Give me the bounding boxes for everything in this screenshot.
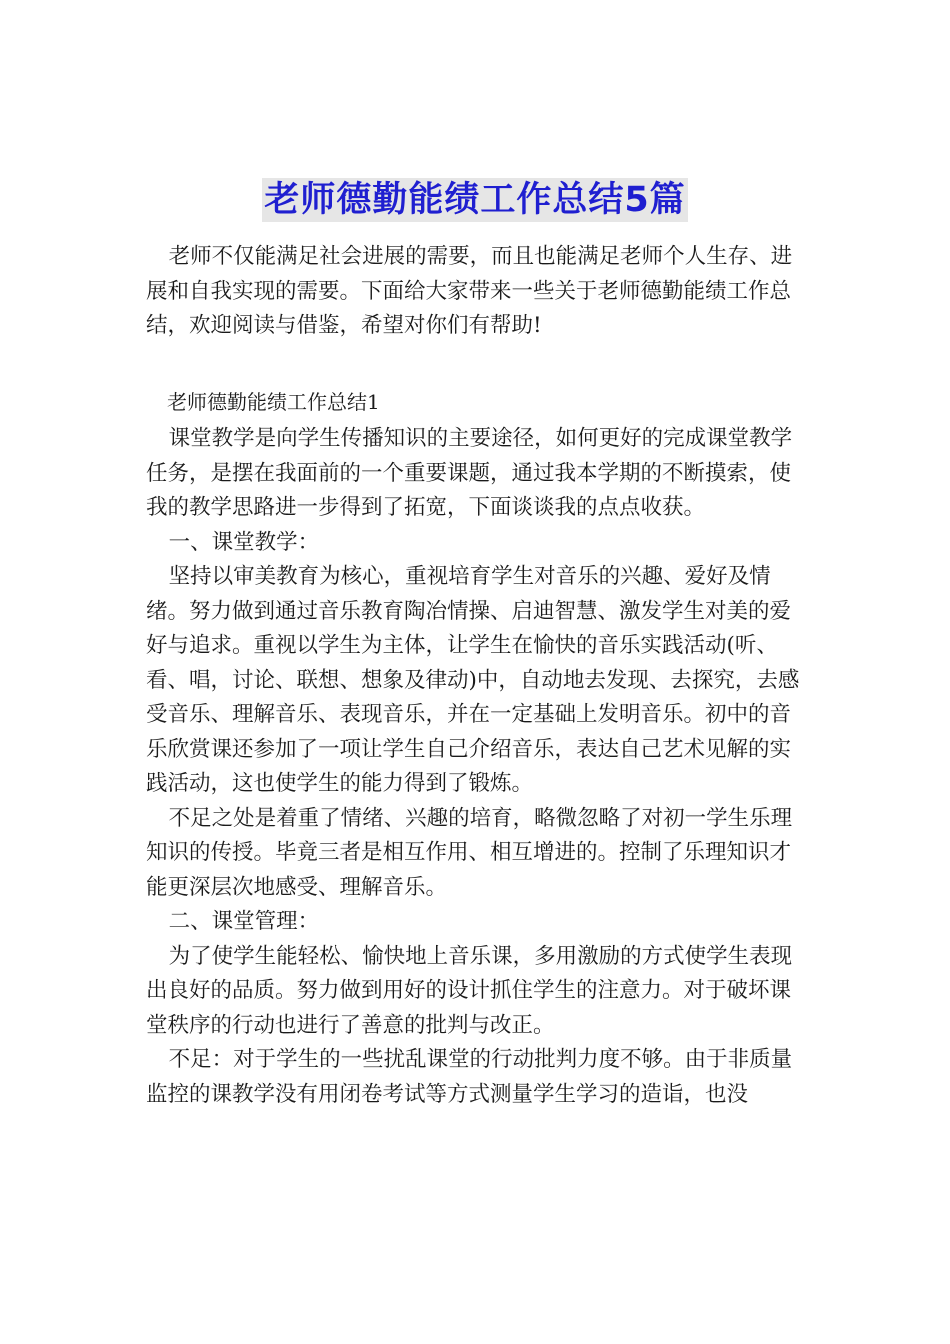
body-paragraph: 课堂教学是向学生传播知识的主要途径，如何更好的完成课堂教学任务，是摆在我面前的一个重要课题，通过我本学期的不断摸索，使我的教学思路进一步得到了拓宽，下面谈谈我的点点收获。 — [146, 426, 793, 520]
body-paragraph: 为了使学生能轻松、愉快地上音乐课，多用激励的方式使学生表现出良好的品质。努力做到用好的设计抓住学生的注意力。对于破坏课堂秩序的行动也进行了善意的批判与改正。 — [146, 943, 793, 1038]
body-paragraph: 不足之处是着重了情绪、兴趣的培育，略微忽略了对初一学生乐理知识的传授。毕竟三者是相互作用、相互增进的。控制了乐理知识才能更深层次地感受、理解音乐。 — [146, 805, 793, 900]
document-title: 老师德勤能绩工作总结5篇 — [264, 180, 686, 220]
body-paragraph: 坚持以审美教育为核心，重视培育学生对音乐的兴趣、爱好及情绪。努力做到通过音乐教育陶冶情操、启迪智慧、激发学生对美的爱好与追求。重视以学生为主体，让学生在愉快的音乐实践活动(听、看、唱，讨论、联想、想象及律动)中，自动地去发现、去探究，去感受音乐、理解音乐、表现音乐，并在一定基础上发明音乐。初中的音乐欣赏课还参加了一项让学生自己介绍音乐，表达自己艺术见解的实践活动，这也使学生的能力得到了锻炼。 — [146, 564, 800, 796]
section-heading: 老师德勤能绩工作总结1 — [167, 390, 380, 414]
subheading-classroom-teaching: 一、课堂教学： — [168, 529, 320, 555]
title-container — [0, 178, 950, 222]
body-paragraph: 不足：对于学生的一些扰乱课堂的行动批判力度不够。由于非质量监控的课教学没有用闭卷考试等方式测量学生学习的造诣，也没 — [146, 1047, 793, 1107]
subheading-classroom-management: 二、课堂管理： — [168, 909, 320, 934]
intro-paragraph: 老师不仅能满足社会进展的需要，而且也能满足老师个人生存、进展和自我实现的需要。下面给大家带来一些关于老师德勤能绩工作总结，欢迎阅读与借鉴，希望对你们有帮助! — [146, 244, 793, 338]
document-body — [146, 240, 811, 1112]
paragraph-gap — [146, 344, 811, 379]
